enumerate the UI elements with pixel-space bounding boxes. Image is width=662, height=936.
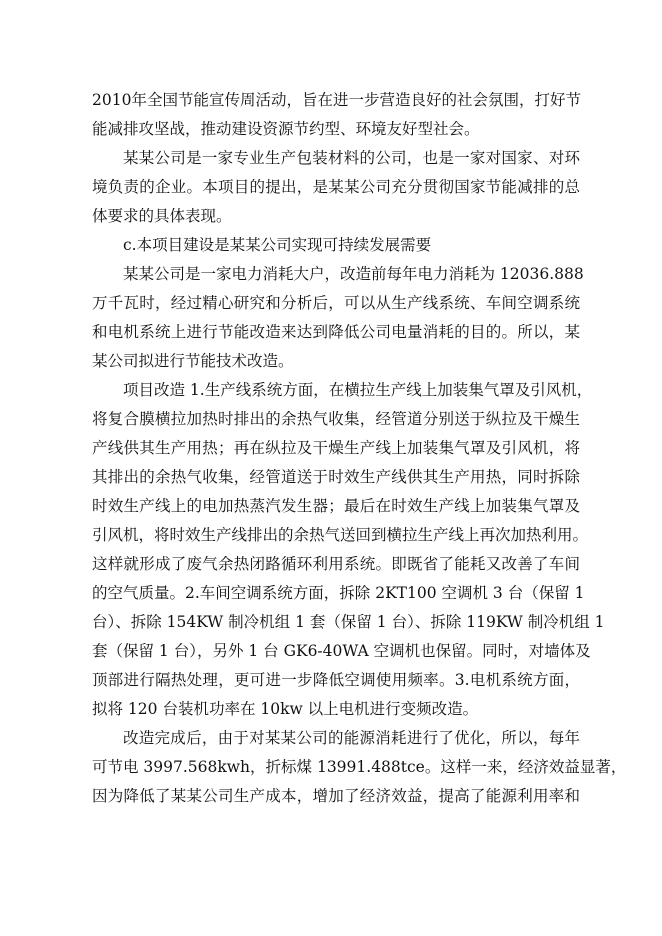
- text-line: 时效生产线上的电加热蒸汽发生器；最后在时效生产线上加装集气罩及: [92, 497, 580, 515]
- text-line: 改造完成后，由于对某某公司的能源消耗进行了优化，所以，每年: [123, 729, 580, 747]
- text-line: 因为降低了某某公司生产成本，增加了经济效益，提高了能源利用率和: [92, 787, 580, 805]
- text-line: 能减排攻坚战，推动建设资源节约型、环境友好型社会。: [92, 120, 480, 138]
- text-line: 顶部进行隔热处理，更可进一步降低空调使用频率。3.电机系统方面，: [92, 671, 580, 689]
- text-line: 产线供其生产用热；再在纵拉及干燥生产线上加装集气罩及引风机，将: [92, 439, 580, 457]
- text-line: 境负责的企业。本项目的提出，是某某公司充分贯彻国家节能减排的总: [92, 178, 580, 196]
- text-line: 将复合膜横拉加热时排出的余热气收集，经管道分别送于纵拉及干燥生: [92, 410, 580, 428]
- text-line: 和电机系统上进行节能改造来达到降低公司电量消耗的目的。所以，某: [92, 323, 580, 341]
- text-line: 引风机，将时效生产线排出的余热气送回到横拉生产线上再次加热利用。: [92, 526, 589, 544]
- document-body: [92, 86, 627, 811]
- text-line: 可节电 3997.568kwh，折标煤 13991.488tce。这样一来，经济效益显著，: [92, 758, 627, 776]
- text-line: 拟将 120 台装机功率在 10kw 以上电机进行变频改造。: [92, 700, 479, 718]
- text-line: c.本项目建设是某某公司实现可持续发展需要: [123, 236, 432, 254]
- text-line: 某公司拟进行节能技术改造。: [92, 352, 294, 370]
- text-line: 套（保留 1 台），另外 1 台 GK6-40WA 空调机也保留。同时，对墙体及: [92, 642, 591, 660]
- text-line: 其排出的余热气收集，经管道送于时效生产线供其生产用热，同时拆除: [92, 468, 580, 486]
- text-line: 某某公司是一家专业生产包装材料的公司，也是一家对国家、对环: [123, 149, 580, 167]
- text-line: 万千瓦时，经过精心研究和分析后，可以从生产线系统、车间空调系统: [92, 294, 580, 312]
- text-line: 这样就形成了废气余热闭路循环利用系统。即既省了能耗又改善了车间: [92, 555, 580, 573]
- text-line: 体要求的具体表现。: [92, 207, 232, 225]
- text-line: 台）、拆除 154KW 制冷机组 1 套（保留 1 台）、拆除 119KW 制冷机组 1: [92, 613, 605, 631]
- text-line: 项目改造 1.生产线系统方面，在横拉生产线上加装集气罩及引风机，: [123, 381, 593, 399]
- text-line: 的空气质量。2.车间空调系统方面，拆除 2KT100 空调机 3 台（保留 1: [92, 584, 585, 602]
- text-line: 某某公司是一家电力消耗大户，改造前每年电力消耗为 12036.888: [123, 265, 584, 283]
- text-line: 2010年全国节能宣传周活动，旨在进一步营造良好的社会氛围，打好节: [92, 91, 581, 109]
